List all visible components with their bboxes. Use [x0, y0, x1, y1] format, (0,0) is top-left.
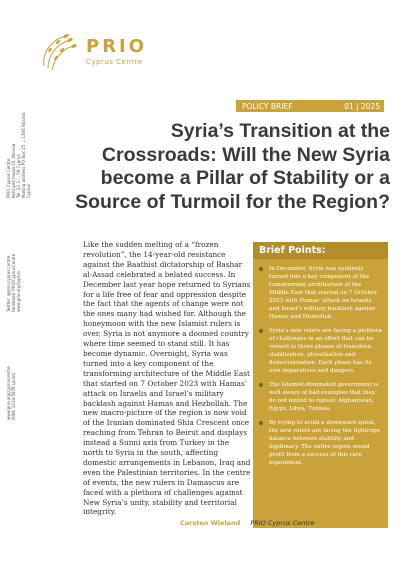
prio-logo — [36, 30, 147, 74]
bullet-icon — [259, 267, 263, 271]
brief-point: In December, Syria was suddenly turned into a key component of the transforming architecture of the Middle East that started on 7 October 2023 with Hamas’ attack on Israelis and Israel’s military backlash against Hamas and Hezbollah. — [259, 265, 382, 321]
author-name: Carsten Wieland — [180, 519, 241, 527]
brief-number: 01 | 2025 — [344, 101, 380, 111]
page-title: Syria’s Transition at the Crossroads: Will the New Syria become a Pillar of Stability or a Source of Turmoil for the Region? — [75, 120, 390, 213]
bullet-icon — [259, 383, 263, 387]
brief-points-box — [253, 242, 388, 528]
brief-point: The Islamist-dominated government is well aware of bad examples that they do not intend to repeat: Afghanistan, Egypt, Libya, Tunisia. — [259, 381, 382, 413]
brief-point: Syria’s new rulers are facing a plethora of challenges in an effort that can be viewed in three phases of transition: stabilization, pluralization and democratization. Each phase has its own imperatives and dangers. — [259, 327, 382, 375]
brief-points-heading: Brief Points: — [253, 242, 388, 259]
prio-logo-mark-icon — [36, 30, 80, 74]
author-org: PRIO Cyprus Centre — [250, 519, 315, 527]
sidebar-address: PRIO Cyprus Centre Kehsiyek hooza 20, Nicosia Tel: 22 3 ... 59 Cyprus Mailing address PO Box 25 ... 1306 Nicosia Cyprus — [6, 112, 31, 198]
sidebar-website: www.prio.org/cypruscentre ISSN: 1234-5678 (print) — [6, 366, 16, 420]
bullet-icon — [259, 421, 263, 425]
logo-subtitle: Cyprus Centre — [86, 58, 143, 66]
author-line — [180, 519, 380, 527]
brief-label: POLICY BRIEF — [242, 101, 293, 111]
bullet-icon — [259, 329, 263, 333]
body-paragraph: Like the sudden melting of a “frozen revolution”, the 14-year-old resistance against the Baathist dictatorship of Bashar al-Assad celebrated a belated success. In December last year hope returned to Syrians for a life free of fear and oppression despite the fact that the agents of change were not the ones many had wished for. Although the honeymoon with the new Islamist rulers is over, Syria is not anymore a doomed country where time seemed to stand still. It has become dynamic. Overnight, Syria was turned into a key component of the transforming architecture of the Middle East that started on 7 October 2023 with Hamas’ attack on Israelis and Israel’s military backlash against Hamas and Hezbollah. The new macro-picture of the region is now void of the Iranian dominated Shia Crescent once reaching from Tehran to Beirut and displays instead a Sunni axis from Turkey in the north to Syria in the south, affecting domestic arrangements in Lebanon, Iraq and even the Palestinian territories. In the centre of events, the new rulers in Damascus are faced with a plethora of challenges against New Syria’s unity, stability and territorial integrity. — [83, 240, 251, 517]
policy-brief-bar — [236, 100, 384, 112]
logo-name: PRIO — [86, 36, 148, 57]
brief-point: By trying to avoid a downward spiral, the new rulers are facing the tightrope balance between stability and legitimacy. The entire region would profit from a success of this rare experiment. — [259, 419, 382, 467]
brief-points-list — [253, 259, 388, 467]
sidebar-social: Twitter: @prio.cyprus.centre Facebook: PRIOCyprusCentre www.prio.org/cyprus — [6, 253, 21, 312]
